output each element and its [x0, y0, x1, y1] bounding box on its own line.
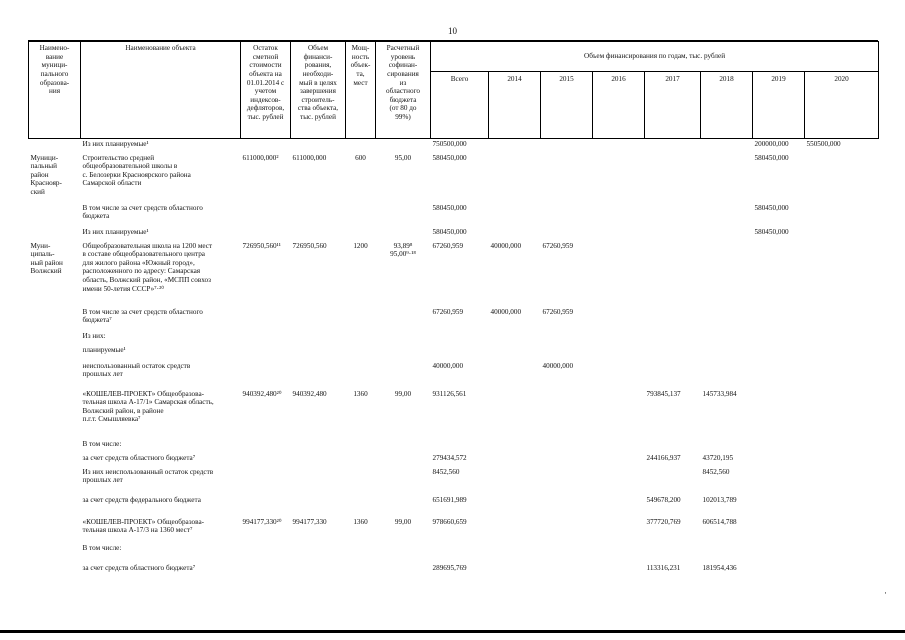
- cell-mun: [29, 361, 81, 389]
- cell-y2015: 67260,959: [542, 241, 574, 250]
- cell-y2018: 145733,984: [702, 389, 737, 398]
- cell-rem: [241, 439, 291, 453]
- cell-cof: [376, 307, 431, 331]
- cell-y2019: [753, 307, 805, 331]
- cell-y2018: [701, 241, 753, 307]
- cell-y2015: 40000,000: [542, 361, 574, 370]
- cell-vol: 940392,480: [292, 389, 327, 398]
- cell-total: 931126,561: [432, 389, 467, 398]
- cell-y2020: [805, 453, 879, 467]
- cell-y2017: [645, 543, 701, 563]
- cell-y2017: [645, 467, 701, 495]
- cell-y2016: [593, 241, 645, 307]
- cell-y2020: 550500,000: [806, 140, 841, 148]
- cell-y2018: [701, 331, 753, 345]
- cell-vol: [291, 495, 346, 517]
- cell-mun: [29, 389, 81, 439]
- cell-vol: [291, 331, 346, 345]
- cell-total: [431, 345, 489, 361]
- cell-cap: [346, 307, 376, 331]
- cell-y2020: [805, 361, 879, 389]
- cell-cap: [346, 139, 376, 153]
- cell-y2018: [701, 543, 753, 563]
- header-2014: 2014: [489, 72, 541, 139]
- cell-y2016: [593, 227, 645, 241]
- cell-y2019: 580450,000: [754, 153, 789, 162]
- cell-y2016: [593, 495, 645, 517]
- cell-y2019: [753, 453, 805, 467]
- cell-rem: [241, 139, 291, 153]
- cell-y2020: [805, 543, 879, 563]
- cell-cof: 99,00: [394, 389, 412, 398]
- table-row: [29, 563, 879, 581]
- cell-total: 279434,572: [432, 453, 467, 462]
- cell-y2020: [805, 153, 879, 203]
- cell-total: 8452,560: [432, 467, 460, 476]
- cell-y2020: [805, 307, 879, 331]
- cell-cap: [346, 331, 376, 345]
- table-row: [29, 307, 879, 331]
- cell-y2019: [753, 361, 805, 389]
- cell-cap: [346, 203, 376, 227]
- header-2020: 2020: [805, 72, 879, 139]
- cell-mun: [29, 563, 81, 581]
- cell-y2017: [645, 361, 701, 389]
- table-row: [29, 467, 879, 495]
- table-row: [29, 517, 879, 543]
- cell-y2016: [593, 543, 645, 563]
- header-2019: 2019: [753, 72, 805, 139]
- cell-y2014: 40000,000: [490, 307, 522, 316]
- cell-y2015: [541, 139, 593, 153]
- cell-y2015: [541, 495, 593, 517]
- cell-y2015: [541, 153, 593, 203]
- cell-y2015: [541, 331, 593, 345]
- cell-y2016: [593, 153, 645, 203]
- cell-mun: [29, 439, 81, 453]
- cell-y2019: [753, 563, 805, 581]
- cell-y2017: [645, 203, 701, 227]
- cell-y2019: [753, 241, 805, 307]
- cell-rem: [241, 203, 291, 227]
- cell-obj: «КОШЕЛЕВ-ПРОЕКТ» Общеобразова- тельная школа А-17/1» Самарская область, Волжский район, в районе п.г.т. Смышляевка⁷: [82, 389, 214, 424]
- cell-y2014: [489, 361, 541, 389]
- cell-y2016: [593, 203, 645, 227]
- cell-y2020: [805, 241, 879, 307]
- cell-y2019: 580450,000: [754, 203, 789, 212]
- table-row: [29, 227, 879, 241]
- cell-rem: [241, 331, 291, 345]
- cell-total: 651691,989: [432, 495, 467, 504]
- cell-vol: [291, 345, 346, 361]
- cell-y2015: [541, 467, 593, 495]
- table-row: [29, 361, 879, 389]
- cell-y2020: [805, 563, 879, 581]
- cell-y2014: [489, 227, 541, 241]
- cell-mun: [29, 495, 81, 517]
- cell-cap: [346, 361, 376, 389]
- header-remaining-cost: Остаток сметной стоимости объекта на 01.01.2014 с учетом индексов- дефляторов, тыс. рублей: [241, 42, 291, 139]
- table-row: [29, 139, 879, 153]
- cell-rem: [241, 345, 291, 361]
- cell-mun: [29, 453, 81, 467]
- cell-rem: 611000,000²: [242, 153, 279, 162]
- cell-obj: за счет средств областного бюджета⁷: [82, 563, 196, 572]
- cell-vol: [291, 439, 346, 453]
- cell-cap: 1360: [353, 389, 368, 398]
- cell-y2020: [805, 227, 879, 241]
- header-by-years: Объем финансирования по годам, тыс. рублей: [431, 42, 879, 72]
- cell-obj: за счет средств областного бюджета⁷: [82, 453, 196, 462]
- cell-obj: неиспользованный остаток средств прошлых лет: [82, 361, 191, 379]
- cell-y2017: [645, 227, 701, 241]
- cell-rem: [241, 361, 291, 389]
- cell-cof: [376, 563, 431, 581]
- cell-y2017: [645, 331, 701, 345]
- cell-obj: В том числе:: [82, 439, 122, 448]
- cell-obj: Общеобразовательная школа на 1200 мест в составе общеобразовательного центра для жилого района «Южный город», расположенного по адресу: Самарская область, Волжский район, «МСПП совхоз имени 50-летия СССР»⁷·²⁰: [82, 241, 213, 293]
- cell-cof: [376, 495, 431, 517]
- cell-y2016: [593, 139, 645, 153]
- cell-y2015: [541, 345, 593, 361]
- cell-mun: [29, 227, 81, 241]
- cell-rem: 726950,560¹¹: [242, 241, 281, 250]
- cell-y2017: 549678,200: [646, 495, 681, 504]
- cell-y2016: [593, 453, 645, 467]
- cell-total: 750500,000: [432, 140, 467, 148]
- cell-obj: Из них планируемые¹: [82, 227, 149, 236]
- cell-cap: [346, 439, 376, 453]
- cell-y2020: [805, 203, 879, 227]
- cell-mun: Муници- пальный район Краснояр- ский: [30, 153, 62, 197]
- cell-mun: [29, 307, 81, 331]
- cell-y2014: [489, 331, 541, 345]
- cell-y2017: [645, 139, 701, 153]
- cell-y2018: [701, 227, 753, 241]
- cell-y2015: [541, 439, 593, 453]
- cell-vol: [291, 139, 346, 153]
- cell-y2015: [541, 453, 593, 467]
- header-object: Наименование объекта: [81, 42, 241, 139]
- cell-y2018: 181954,436: [702, 563, 737, 572]
- table-row: [29, 453, 879, 467]
- cell-y2019: [753, 331, 805, 345]
- header-total: Всего: [431, 72, 489, 139]
- cell-cof: 99,00: [394, 517, 412, 526]
- table-row: [29, 439, 879, 453]
- cell-y2014: [489, 203, 541, 227]
- cell-y2018: [701, 153, 753, 203]
- cell-y2017: [645, 153, 701, 203]
- cell-y2020: [805, 439, 879, 453]
- cell-obj: В том числе за счет средств областного бюджета: [82, 203, 203, 221]
- cell-y2018: 606514,788: [702, 517, 737, 526]
- cell-vol: [291, 563, 346, 581]
- header-municipality: Наимено- вание муници- пального образова- ния: [29, 42, 81, 139]
- cell-y2019: 200000,000: [754, 140, 789, 148]
- table-row: [29, 543, 879, 563]
- cell-y2016: [593, 307, 645, 331]
- header-2017: 2017: [645, 72, 701, 139]
- cell-vol: [291, 467, 346, 495]
- cell-obj: Из них:: [82, 331, 106, 340]
- cell-vol: [291, 361, 346, 389]
- cell-y2017: 113316,231: [646, 563, 681, 572]
- cell-y2020: [805, 345, 879, 361]
- cell-obj: Строительство средней общеобразовательной школы в с. Белозерки Красноярского района Самарской области: [82, 153, 191, 188]
- header-capacity: Мощ- ность объек- та, мест: [346, 42, 376, 139]
- header-2018: 2018: [701, 72, 753, 139]
- cell-y2014: [489, 563, 541, 581]
- cell-vol: [291, 307, 346, 331]
- cell-y2016: [593, 331, 645, 345]
- cell-y2014: [489, 439, 541, 453]
- cell-mun: Муни- ципаль- ный район Волжский: [30, 241, 63, 276]
- cell-y2014: [489, 517, 541, 543]
- table-row: [29, 331, 879, 345]
- cell-cap: [346, 543, 376, 563]
- cell-cap: [346, 467, 376, 495]
- cell-y2019: [753, 389, 805, 439]
- cell-total: 580450,000: [432, 203, 467, 212]
- cell-mun: [29, 345, 81, 361]
- cell-total: 289695,769: [432, 563, 467, 572]
- header-2016: 2016: [593, 72, 645, 139]
- cell-y2017: 793845,137: [646, 389, 681, 398]
- cell-rem: 994177,330²⁰: [242, 517, 282, 526]
- cell-cap: [346, 495, 376, 517]
- cell-y2020: [805, 389, 879, 439]
- cell-y2019: [753, 467, 805, 495]
- cell-y2015: 67260,959: [542, 307, 574, 316]
- cell-y2017: [645, 307, 701, 331]
- cell-total: [431, 543, 489, 563]
- cell-cof: [376, 139, 431, 153]
- cell-y2018: [701, 203, 753, 227]
- header-2015: 2015: [541, 72, 593, 139]
- cell-mun: [29, 467, 81, 495]
- cell-mun: [29, 139, 81, 153]
- cell-y2017: 244166,937: [646, 453, 681, 462]
- cell-y2016: [593, 345, 645, 361]
- cell-cap: 1200: [353, 241, 368, 250]
- cell-y2014: [489, 543, 541, 563]
- cell-vol: [291, 453, 346, 467]
- cell-rem: [241, 307, 291, 331]
- cell-y2018: [701, 361, 753, 389]
- cell-rem: [241, 467, 291, 495]
- cell-y2015: [541, 517, 593, 543]
- cell-vol: [291, 227, 346, 241]
- cell-y2015: [541, 389, 593, 439]
- page-bottom-rule: [0, 630, 905, 633]
- cell-total: [431, 331, 489, 345]
- scan-speck: ·: [884, 588, 887, 598]
- table-row: [29, 495, 879, 517]
- cell-y2020: [805, 331, 879, 345]
- cell-y2020: [805, 467, 879, 495]
- cell-total: 40000,000: [432, 361, 464, 370]
- header-financing-volume: Объем финанси- рования, необходи- мый в целях завершения строитель- ства объекта, тыс. рублей: [291, 42, 346, 139]
- cell-y2014: [489, 453, 541, 467]
- cell-mun: [29, 543, 81, 563]
- cell-y2019: [753, 495, 805, 517]
- cell-mun: [29, 203, 81, 227]
- cell-y2017: 377720,769: [646, 517, 681, 526]
- cell-obj: «КОШЕЛЕВ-ПРОЕКТ» Общеобразова- тельная школа А-17/3 на 1360 мест⁷: [82, 517, 205, 535]
- cell-y2019: 580450,000: [754, 227, 789, 236]
- cell-rem: 940392,480²⁰: [242, 389, 282, 398]
- cell-y2018: 8452,560: [702, 467, 730, 476]
- cell-y2015: [541, 203, 593, 227]
- cell-obj: В том числе за счет средств областного бюджета⁷: [82, 307, 203, 325]
- cell-rem: [241, 495, 291, 517]
- cell-total: 580450,000: [432, 227, 467, 236]
- cell-y2014: [489, 153, 541, 203]
- cell-y2016: [593, 563, 645, 581]
- cell-vol: [291, 543, 346, 563]
- cell-y2016: [593, 361, 645, 389]
- cell-obj: В том числе:: [82, 543, 122, 552]
- cell-cof: [376, 361, 431, 389]
- cell-cap: 600: [355, 153, 366, 162]
- cell-vol: 611000,000: [292, 153, 327, 162]
- cell-rem: [241, 227, 291, 241]
- cell-vol: 726950,560: [292, 241, 327, 250]
- cell-cof: [376, 203, 431, 227]
- cell-cap: 1360: [353, 517, 368, 526]
- cell-cof: [376, 439, 431, 453]
- cell-obj: Из них планируемые¹: [82, 140, 149, 148]
- cell-y2015: [541, 543, 593, 563]
- cell-y2018: [701, 139, 753, 153]
- cell-cof: [376, 227, 431, 241]
- cell-y2019: [753, 517, 805, 543]
- cell-total: 67260,959: [432, 241, 464, 250]
- page-number: 10: [448, 26, 457, 36]
- cell-cof: [376, 345, 431, 361]
- cell-y2014: [489, 139, 541, 153]
- financing-table: [28, 41, 879, 581]
- cell-cof: 95,00: [394, 153, 412, 162]
- cell-rem: [241, 563, 291, 581]
- cell-cof: [376, 467, 431, 495]
- table-row: [29, 203, 879, 227]
- cell-cof: [376, 453, 431, 467]
- cell-obj: за счет средств федерального бюджета: [82, 495, 201, 504]
- cell-y2017: [645, 439, 701, 453]
- cell-y2016: [593, 389, 645, 439]
- cell-total: 67260,959: [432, 307, 464, 316]
- cell-y2019: [753, 439, 805, 453]
- cell-y2019: [753, 345, 805, 361]
- cell-y2016: [593, 517, 645, 543]
- cell-total: 580450,000: [432, 153, 467, 162]
- cell-y2015: [541, 227, 593, 241]
- cell-cap: [346, 345, 376, 361]
- cell-y2015: [541, 563, 593, 581]
- cell-mun: [29, 331, 81, 345]
- cell-cof: [376, 543, 431, 563]
- table-row: [29, 153, 879, 203]
- cell-total: [431, 439, 489, 453]
- cell-y2014: [489, 467, 541, 495]
- cell-cap: [346, 563, 376, 581]
- cell-y2016: [593, 467, 645, 495]
- cell-cap: [346, 453, 376, 467]
- cell-y2018: [701, 439, 753, 453]
- cell-vol: [291, 203, 346, 227]
- cell-y2017: [645, 241, 701, 307]
- cell-y2017: [645, 345, 701, 361]
- cell-y2016: [593, 439, 645, 453]
- cell-y2018: [701, 345, 753, 361]
- cell-obj: Из них неиспользованный остаток средств прошлых лет: [82, 467, 214, 485]
- cell-y2014: [489, 345, 541, 361]
- cell-rem: [241, 453, 291, 467]
- cell-y2014: [489, 389, 541, 439]
- cell-y2018: 102013,789: [702, 495, 737, 504]
- cell-y2020: [805, 517, 879, 543]
- cell-y2018: [701, 307, 753, 331]
- cell-obj: планируемые¹: [82, 345, 126, 354]
- cell-cof: [376, 331, 431, 345]
- table-row: [29, 345, 879, 361]
- cell-y2014: 40000,000: [490, 241, 522, 250]
- header-cofinancing: Расчетный уровень софинан- сирования из областного бюджета (от 80 до 99%): [376, 42, 431, 139]
- cell-cof: 93,89⁸ 95,00⁹·¹⁸: [390, 241, 416, 259]
- cell-y2020: [805, 495, 879, 517]
- cell-y2014: [489, 495, 541, 517]
- cell-cap: [346, 227, 376, 241]
- cell-mun: [29, 517, 81, 543]
- cell-rem: [241, 543, 291, 563]
- cell-vol: 994177,330: [292, 517, 327, 526]
- cell-y2018: 43720,195: [702, 453, 734, 462]
- table-row: [29, 241, 879, 307]
- cell-y2019: [753, 543, 805, 563]
- cell-total: 978660,659: [432, 517, 467, 526]
- table-body: [29, 139, 879, 581]
- table-row: [29, 389, 879, 439]
